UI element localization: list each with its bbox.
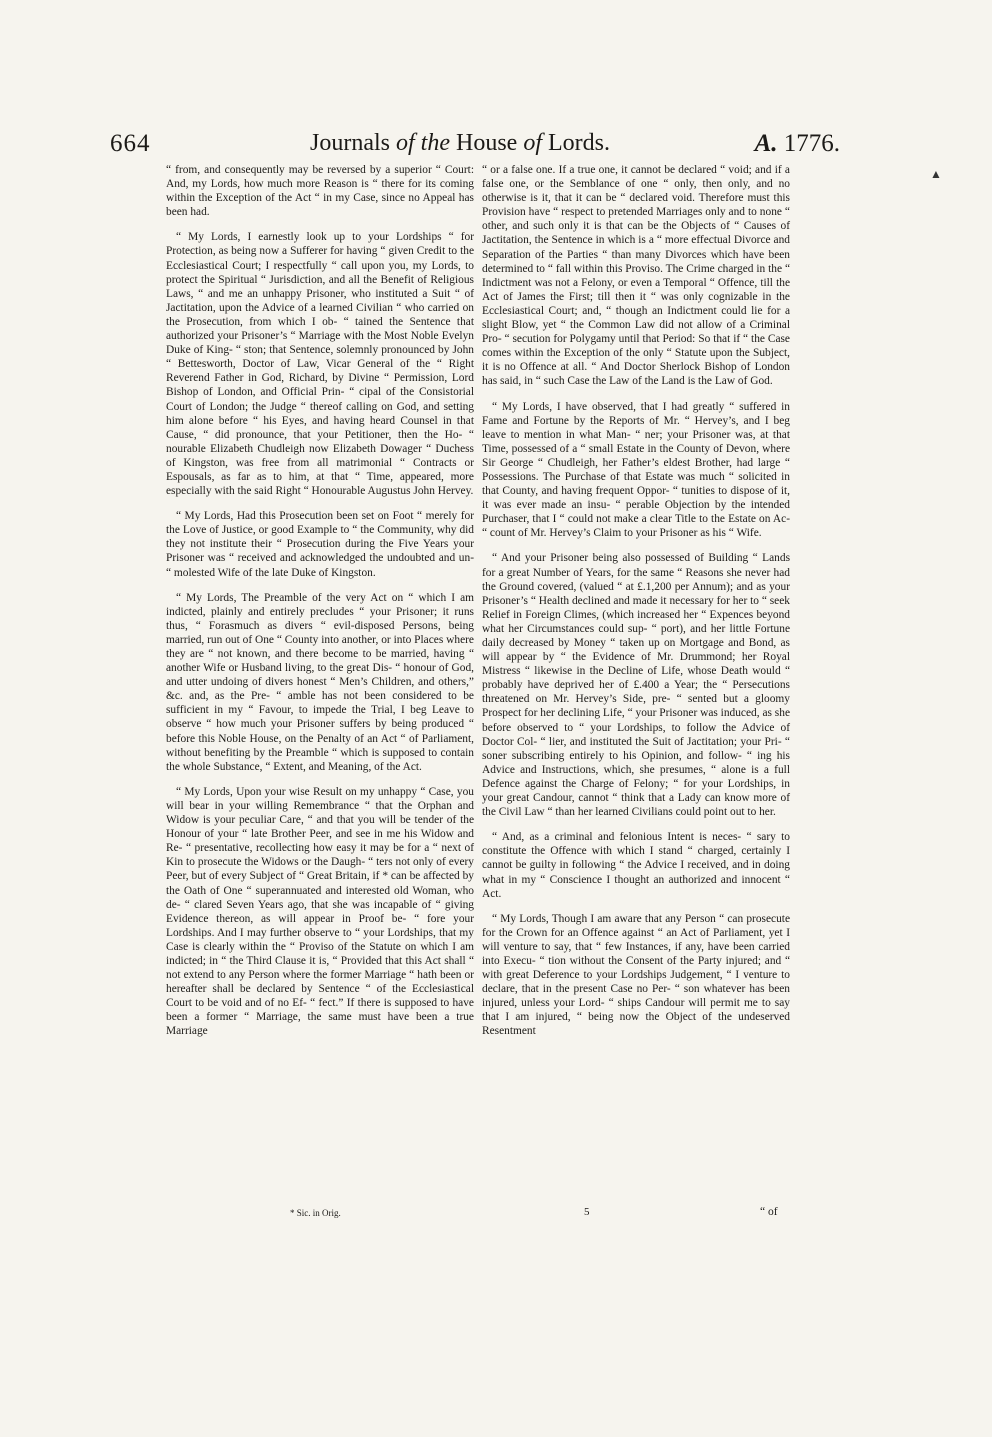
title-of: of (523, 130, 542, 156)
paragraph: “ or a false one. If a true one, it cannot be declared “ void; and if a false one, or the Semblance of one “ only, then only, and no otherwise is it, that it can be “ declared void. Therefore must this Provision have “ respect to pretended Marriages only and to none “ other, and such only it is that can be the Objects of “ Causes of Jactitation, the Sentence in which is a “ more effectual Divorce and Separation of the Parties “ than many Divorces which have been determined to “ fall within this Proviso. The Crime charged in the “ Indictment was not a Felony, or even a Temporal “ Offence, till the Act of James the First; till then it “ was only cognizable in the Ecclesiastical Court; and, “ though an Indictment could lie for a slight Blow, yet “ the Common Law did not allow of a Criminal Pro- “ secution for Polygamy until that Period: So that if “ the Case comes within the Exception of the only “ Statute upon the Subject, it is no Offence at all. “ And Doctor Sherlock Bishop of London has said, in “ such Case the Law of the Land is the Law of God. (482, 164, 790, 388)
running-title (310, 130, 610, 157)
margin-mark-icon: ▲ (930, 167, 942, 181)
right-column (482, 163, 790, 1050)
paragraph: “ And your Prisoner being also possessed of Building “ Lands for a great Number of Years, for the same “ Reasons she never had the Ground covered, (valued “ at £.1,200 per Annum); and as your Prisoner’s “ Health declined and made it necessary for her to “ seek Relief in Foreign Climes, (which increased her “ Expences beyond what her Circumstances could sup- “ port), and her little Fortune daily decreased by Money “ taken up on Mortgage and Bond, as will appear by “ the Evidence of Mr. Drummond; her Royal Mistress “ likewise in the Decline of Life, whose Death would “ probably have deprived her of £.400 a Year; the “ Persecutions threatened on Mr. Hervey’s Side, pre- “ sented but a gloomy Prospect for her declining Life, “ your Prisoner was induced, as she before observed to “ your Lordships, to follow the Advice of Doctor Col- “ lier, and instituted the Suit of Jactitation; your Pri- “ soner subscribing entirely to his Opinion, and follow- “ ing his Advice and Instructions, which, she presumes, “ alone is a full Defence against the Charge of Felony; “ for your Lordships, in your great Candour, cannot “ think that a Lady can know more of the Civil Law “ than her learned Civilians could point out to her. (482, 552, 790, 819)
paragraph: “ My Lords, Had this Prosecution been set on Foot “ merely for the Love of Justice, or good Example to “ the Community, why did they not institute their “ Prosecution during the Five Years your Prisoner was “ received and acknowledged the undoubted and un- “ molested Wife of the late Duke of Kingston. (166, 510, 474, 579)
title-journals: Journals (310, 130, 390, 156)
paragraph: “ My Lords, Upon your wise Result on my unhappy “ Case, you will bear in your willing Remembrance “ that the Orphan and Widow is your peculiar Care, “ and that you will be tender of the Honour of your “ late Brother Peer, and see in me his Widow and Re- “ presentative, recollecting how easy it may be for a “ next of Kin to prosecute the Widows or the Daugh- “ ters not only of every Peer, but of every Subject of “ Great Britain, if * can be affected by the Oath of One “ superannuated and interested old Woman, who de- “ clared Seven Years ago, that she was incapable of “ giving Evidence thereon, as will appear in Proof be- “ fore your Lordships. And I may further observe to “ your Lordships, that my Case is clearly within the “ Proviso of the Statute on which I am indicted; in “ the Third Clause it is, “ Provided that this Act shall “ not extend to any Person where the former Marriage “ hath been or hereafter shall be declared by Sentence “ of the Ecclesiastical Court to be void and of no Ef- “ fect.” If there is supposed to have been a former “ Marriage, the same must have been a true Marriage (166, 785, 474, 1038)
paragraph: “ My Lords, Though I am aware that any Person “ can prosecute for the Crown for an Offence against “ an Act of Parliament, yet I will venture to say, that “ few Instances, if any, have been carried into Execu- “ tion without the Consent of the Party injured; and “ with great Deference to your Lordships Judgement, “ I venture to declare, that in the present Case no Per- “ son whatever has been injured, unless your Lord- “ ships Candour will permit me to say that I am injured, “ being now the Object of the undeserved Resentment (482, 912, 790, 1038)
year-heading (755, 130, 840, 158)
paragraph: “ My Lords, I have observed, that I had greatly “ suffered in Fame and Fortune by the Reports of Mr. “ Hervey’s, and I beg leave to mention in what Man- “ ner; your Prisoner was, at that Time, possessed of a “ small Estate in the County of Devon, where Sir George “ Chudleigh, her Father’s eldest Brother, had large “ Possessions. The Purchase of that Estate was much “ solicited in that County, and having frequent Oppor- “ tunities to dispose of it, it was ever made an insu- “ perable Objection by the intended Purchaser, that I “ could not make a clear Title to the Estate on Ac- “ count of Mr. Hervey’s Claim to your Prisoner as his “ Wife. (482, 400, 790, 540)
catchword: “ of (760, 1206, 778, 1218)
paragraph: “ My Lords, The Preamble of the very Act on “ which I am indicted, plainly and entirely precludes “ your Prisoner; it runs thus, “ Forasmuch as divers “ evil-disposed Persons, being married, run out of One “ County into another, or into Places where they are “ not known, and there become to be married, having “ another Wife or Husband living, to the great Dis- “ honour of God, and utter undoing of divers honest “ Men’s Children, and others,” &c. and, as the Pre- “ amble has not been considered to be sufficient in my “ Favour, to impede the Trial, I beg Leave to observe “ how much your Prisoner suffers by being produced “ before this Noble House, on the Penalty of an Act “ of Parliament, without benefiting by the Preamble “ which is supposed to contain the whole Substance, “ Extent, and Meaning, of the Act. (166, 591, 474, 773)
footnote: * Sic. in Orig. (290, 1208, 341, 1218)
title-of-the: of the (396, 130, 450, 156)
paragraph: “ And, as a criminal and felonious Intent is neces- “ sary to constitute the Offence with which I stand “ charged, certainly I cannot be guilty in following “ the Advice I received, and in doing what in my “ Conscience I thought an authorized and innocent “ Act. (482, 831, 790, 900)
title-house: House (456, 130, 518, 156)
paragraph: “ My Lords, I earnestly look up to your Lordships “ for Protection, as being now a Sufferer for having “ given Credit to the Ecclesiastical Court; I respectfully “ call upon you, my Lords, to protect the Spiritual “ Jurisdiction, and all the Benefit of Religious Laws, “ and me an unhappy Prisoner, who instituted a Suit “ of Jactitation, upon the Advice of a learned Civilian “ who carried on the Prosecution, from which I ob- “ tained the Sentence that authorized your Prisoner’s “ Marriage with the Most Noble Evelyn Duke of King- “ ston; that Sentence, solemnly pronounced by John “ Bettesworth, Doctor of Law, Vicar General of the “ Right Reverend Father in God, Richard, by Divine “ Permission, Lord Bishop of London, and Official Prin- “ cipal of the Consistorial Court of London; the Judge “ thereof calling on God, and setting him alone before “ his Eyes, and having heard Counsel in that Cause, “ did pronounce, that your Petitioner, then the Ho- “ nourable Elizabeth Chudleigh now Elizabeth Dowager “ Duchess of Kingston, was free from all matrimonial “ Contracts or Espousals, as far as to him, at that “ Time, appeared, more especially with the said Right “ Honourable Augustus John Hervey. (166, 231, 474, 498)
year-value: 1776. (783, 130, 840, 157)
signature-mark: 5 (584, 1206, 590, 1218)
year-prefix: A. (754, 130, 778, 157)
left-column (166, 163, 474, 1050)
title-lords: Lords. (548, 130, 610, 156)
paragraph: “ from, and consequently may be reversed by a superior “ Court: And, my Lords, how much more Reason is “ there for its coming within the Exception of the Act “ in my Case, since no Appeal has been had. (166, 164, 474, 219)
page-number: 664 (110, 130, 151, 157)
